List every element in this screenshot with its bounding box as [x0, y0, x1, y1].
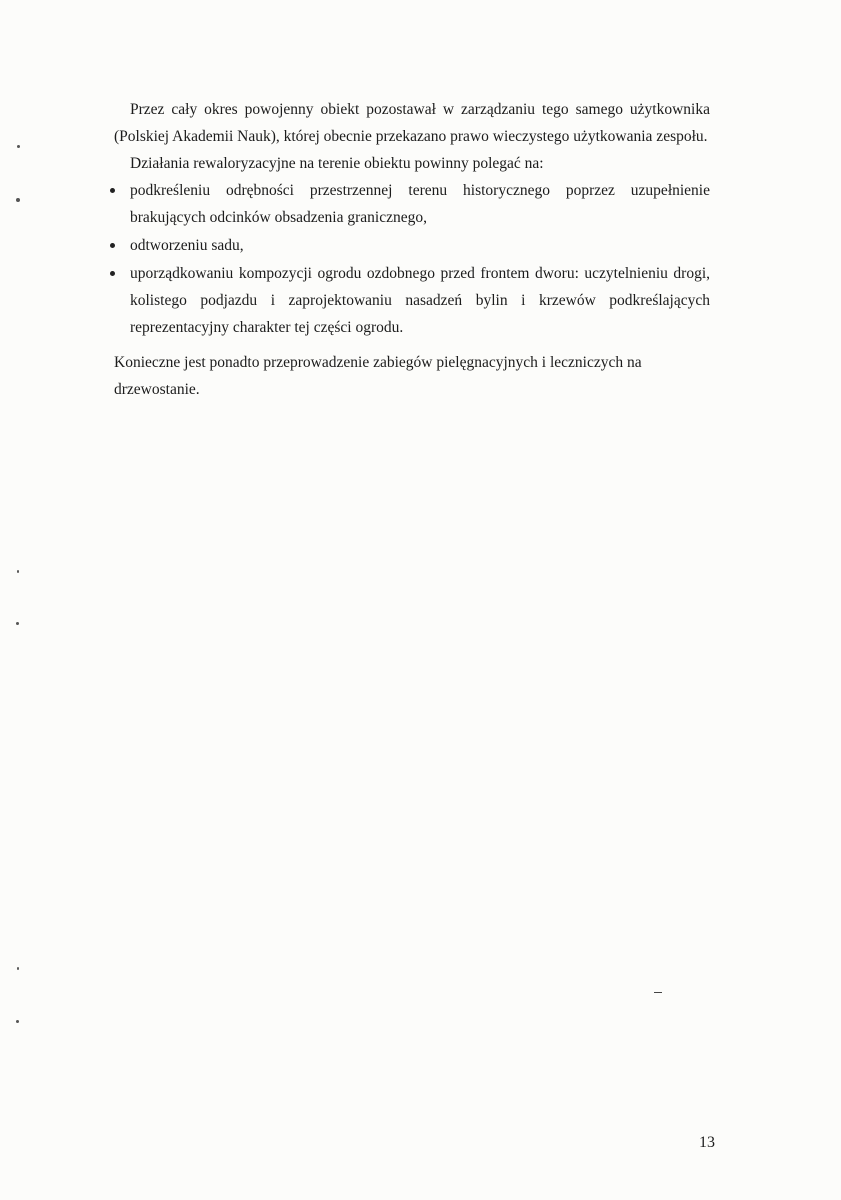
scan-speck — [17, 967, 19, 970]
bullet-icon — [110, 188, 115, 193]
scan-dash — [654, 992, 662, 993]
scan-speck — [16, 198, 20, 202]
scan-speck — [17, 570, 19, 573]
list-item-text: odtworzeniu sadu, — [130, 237, 244, 254]
paragraph-maintenance: Konieczne jest ponadto przeprowadzenie zabiegów pielęgnacyjnych i leczniczych na drzewostanie. — [114, 354, 642, 398]
list-item — [110, 177, 710, 231]
actions-list — [110, 177, 710, 342]
bullet-icon — [110, 271, 115, 276]
paragraph-actions-intro: Działania rewaloryzacyjne na terenie obiektu powinny polegać na: — [130, 155, 544, 172]
scan-speck — [16, 1020, 19, 1023]
page-number: 13 — [699, 1134, 715, 1151]
list-item-text: uporządkowaniu kompozycji ogrodu ozdobnego przed frontem dworu: uczytelnieniu drogi, kolistego podjazdu i zaprojektowaniu nasadzeń bylin i krzewów podkreślających reprezentacyjny charakter tej części ogrodu. — [130, 265, 710, 336]
scan-speck — [16, 622, 19, 625]
list-item — [110, 232, 710, 259]
scan-speck — [17, 145, 20, 148]
list-item — [110, 260, 710, 341]
list-item-text: podkreśleniu odrębności przestrzennej terenu historycznego poprzez uzupełnienie brakujących odcinków obsadzenia granicznego, — [130, 182, 710, 226]
bullet-icon — [110, 243, 115, 248]
paragraph-ownership: Przez cały okres powojenny obiekt pozostawał w zarządzaniu tego samego użytkownika (Polskiej Akademii Nauk), której obecnie przekazano prawo wieczystego użytkowania zespołu. — [114, 101, 710, 145]
